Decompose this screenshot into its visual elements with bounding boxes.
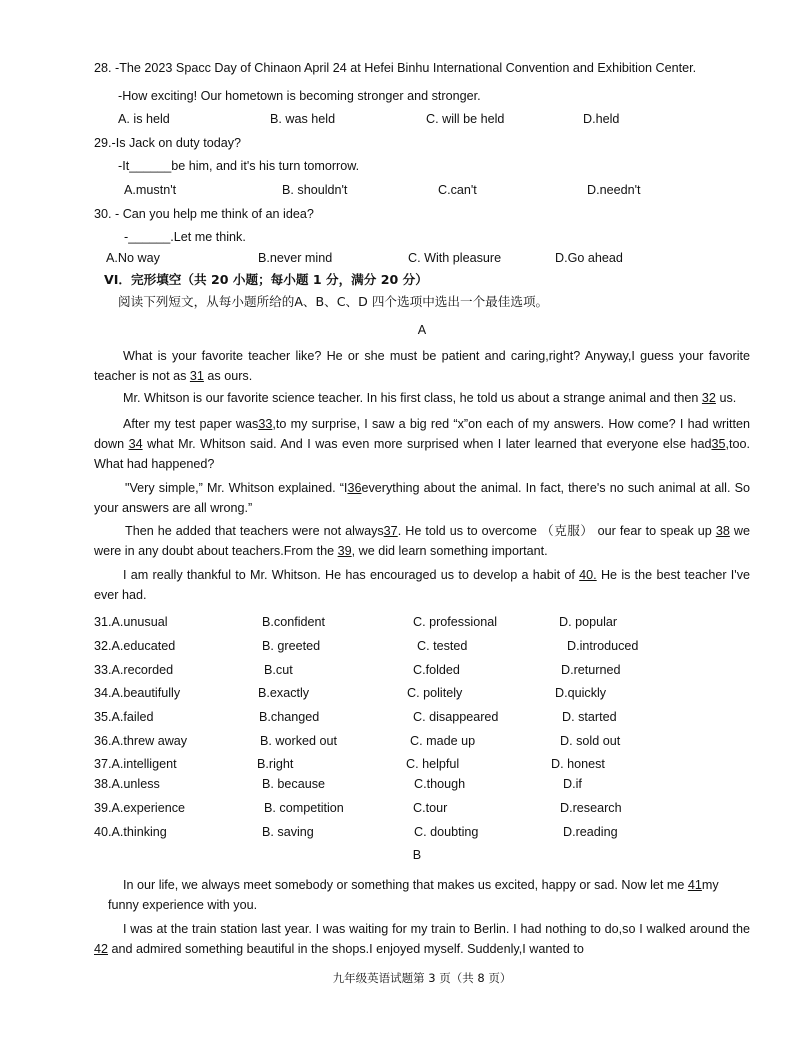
option-row-d: D. honest xyxy=(551,757,605,771)
p2-text: Mr. Whitson is our favorite science teacher. In his first class, he told us about a strange animal and then xyxy=(123,391,699,405)
blank-41: 41 xyxy=(687,878,702,892)
option-row-d: D. started xyxy=(562,710,617,724)
q28-option-d: D.held xyxy=(583,112,620,126)
q29-reply-end: be him, and it's his turn tomorrow. xyxy=(171,159,360,173)
option-row-a: 37.A.intelligent xyxy=(94,757,177,771)
q28-option-b: B. was held xyxy=(270,112,336,126)
p4-text-end: everything about the animal. In fact, there's no such animal at all. So your answers are all wrong.” xyxy=(94,481,750,515)
p1-text-end: as ours. xyxy=(207,369,253,383)
p4-text: "Very simple,” Mr. Whitson explained. “I xyxy=(125,481,348,495)
q30-blank: ______ xyxy=(128,230,171,244)
passage-a-paragraph-6 xyxy=(94,565,750,605)
option-row-c: C. disappeared xyxy=(413,710,499,724)
passage-a-paragraph-3 xyxy=(94,414,750,474)
passage-a-paragraph-1 xyxy=(94,346,750,386)
passage-a-paragraph-5 xyxy=(94,521,750,561)
q30-reply-end: .Let me think. xyxy=(170,230,246,244)
option-row-c: C.though xyxy=(414,777,466,791)
option-row-a: 34.A.beautifully xyxy=(94,686,181,700)
q29-option-c: C.can't xyxy=(438,183,477,197)
blank-40: 40. xyxy=(579,568,597,582)
blank-35: 35 xyxy=(711,437,726,451)
option-row-d: D. popular xyxy=(559,615,618,629)
option-row-d: D.reading xyxy=(563,825,618,839)
p3-text-3: what Mr. Whitson said. And I was even more surprised when I later learned that everyone else had xyxy=(147,437,712,451)
option-row-a: 33.A.recorded xyxy=(94,663,174,677)
section-instruction: 阅读下列短文，从每小题所给的A、B、C、D 四个选项中选出一个最佳选项。 xyxy=(118,294,549,309)
passage-b-label: B xyxy=(412,848,422,862)
option-row-a: 40.A.thinking xyxy=(94,825,167,839)
option-row-a: 35.A.failed xyxy=(94,710,154,724)
option-row-d: D.if xyxy=(563,777,582,791)
page-footer: 九年级英语试题第 3 页（共 8 页） xyxy=(332,971,512,985)
q28-reply: -How exciting! Our hometown is becoming stronger and stronger. xyxy=(118,89,481,103)
option-row-d: D. sold out xyxy=(560,734,621,748)
p5-text-3: we were in any doubt about teachers.From the xyxy=(94,524,750,558)
p5-text-2: . He told us to overcome （克服） our fear to speak up xyxy=(397,524,712,538)
pb1-text-end: my funny experience with you. xyxy=(108,878,719,912)
q28-stem: 28. -The 2023 Spacc Day of Chinaon April 24 at Hefei Binhu International Convention and Exhibition Center. xyxy=(94,61,697,75)
blank-42: 42 xyxy=(94,942,109,956)
option-row-a: 39.A.experience xyxy=(94,801,186,815)
blank-36: 36 xyxy=(347,481,362,495)
q30-reply xyxy=(124,229,246,245)
option-row-b: B. worked out xyxy=(260,734,338,748)
q30-option-c: C. With pleasure xyxy=(408,251,502,265)
passage-a-paragraph-2 xyxy=(123,390,750,406)
option-row-c: C. helpful xyxy=(406,757,460,771)
blank-34: 34 xyxy=(128,437,143,451)
option-row-b: B. competition xyxy=(264,801,344,815)
option-row-d: D.research xyxy=(560,801,622,815)
p1-text: What is your favorite teacher like? He or she must be patient and caring,right? Anyway,I guess your favorite teacher is not as xyxy=(94,349,750,383)
pb2-text-end: and admired something beautiful in the shops.I enjoyed myself. Suddenly,I wanted to xyxy=(111,942,584,956)
blank-39: 39 xyxy=(337,544,352,558)
q28-option-a: A. is held xyxy=(118,112,170,126)
q29-stem: 29.-Is Jack on duty today? xyxy=(94,136,242,150)
option-row-a: 36.A.threw away xyxy=(94,734,188,748)
pb1-text: In our life, we always meet somebody or something that makes us excited, happy or sad. Now let me xyxy=(123,878,685,892)
option-row-a: 31.A.unusual xyxy=(94,615,168,629)
option-row-b: B.changed xyxy=(259,710,320,724)
p6-text: I am really thankful to Mr. Whitson. He has encouraged us to develop a habit of xyxy=(123,568,575,582)
q30-option-b: B.never mind xyxy=(258,251,333,265)
q29-reply-start: -It xyxy=(118,159,130,173)
q29-option-b: B. shouldn't xyxy=(282,183,348,197)
blank-37: 37 xyxy=(383,524,398,538)
option-row-c: C. doubting xyxy=(414,825,479,839)
p3-text: After my test paper was xyxy=(123,417,259,431)
option-row-a: 32.A.educated xyxy=(94,639,176,653)
q29-option-a: A.mustn't xyxy=(124,183,177,197)
option-row-b: B. greeted xyxy=(262,639,321,653)
option-row-d: D.returned xyxy=(561,663,621,677)
option-row-c: C.tour xyxy=(413,801,448,815)
q29-option-d: D.needn't xyxy=(587,183,641,197)
option-row-b: B.confident xyxy=(262,615,326,629)
option-row-b: B. because xyxy=(262,777,326,791)
blank-38: 38 xyxy=(715,524,730,538)
option-row-c: C. professional xyxy=(413,615,497,629)
p2-text-end: us. xyxy=(719,391,737,405)
p5-text-4: , we did learn something important. xyxy=(351,544,548,558)
blank-33: 33 xyxy=(258,417,273,431)
option-row-d: D.introduced xyxy=(567,639,639,653)
option-row-c: C. tested xyxy=(417,639,468,653)
p3-text-4: ,too. What had happened? xyxy=(94,437,751,471)
passage-b-paragraph-1 xyxy=(108,875,750,915)
q30-reply-start: - xyxy=(124,230,129,244)
option-row-b: B.cut xyxy=(264,663,293,677)
option-row-b: B.exactly xyxy=(258,686,310,700)
q28-option-c: C. will be held xyxy=(426,112,505,126)
q29-blank: ______ xyxy=(129,159,172,173)
passage-a-label: A xyxy=(417,323,427,337)
option-row-b: B. saving xyxy=(262,825,314,839)
passage-b-paragraph-2 xyxy=(94,919,750,959)
option-row-c: C.folded xyxy=(413,663,460,677)
option-row-c: C. politely xyxy=(407,686,463,700)
p3-text-2: ,to my surprise, I saw a big red “x”on each of my answers. How come? I had written down xyxy=(94,417,750,451)
q30-option-a: A.No way xyxy=(106,251,160,265)
blank-32: 32 xyxy=(701,391,716,405)
option-row-b: B.right xyxy=(257,757,294,771)
q30-option-d: D.Go ahead xyxy=(555,251,623,265)
blank-31: 31 xyxy=(189,369,204,383)
section-title: VI．完形填空（共 20 小题；每小题 1 分，满分 20 分） xyxy=(104,272,428,287)
p5-text: Then he added that teachers were not always xyxy=(125,524,384,538)
pb2-text: I was at the train station last year. I was waiting for my train to Berlin. I had nothing to do,so I walked around the xyxy=(123,922,750,936)
option-row-c: C. made up xyxy=(410,734,476,748)
p6-text-end: He is the best teacher I've ever had. xyxy=(94,568,751,602)
option-row-a: 38.A.unless xyxy=(94,777,160,791)
q29-reply xyxy=(118,158,359,174)
passage-a-paragraph-4 xyxy=(94,478,750,518)
q30-stem: 30. - Can you help me think of an idea? xyxy=(94,207,314,221)
option-row-d: D.quickly xyxy=(555,686,607,700)
